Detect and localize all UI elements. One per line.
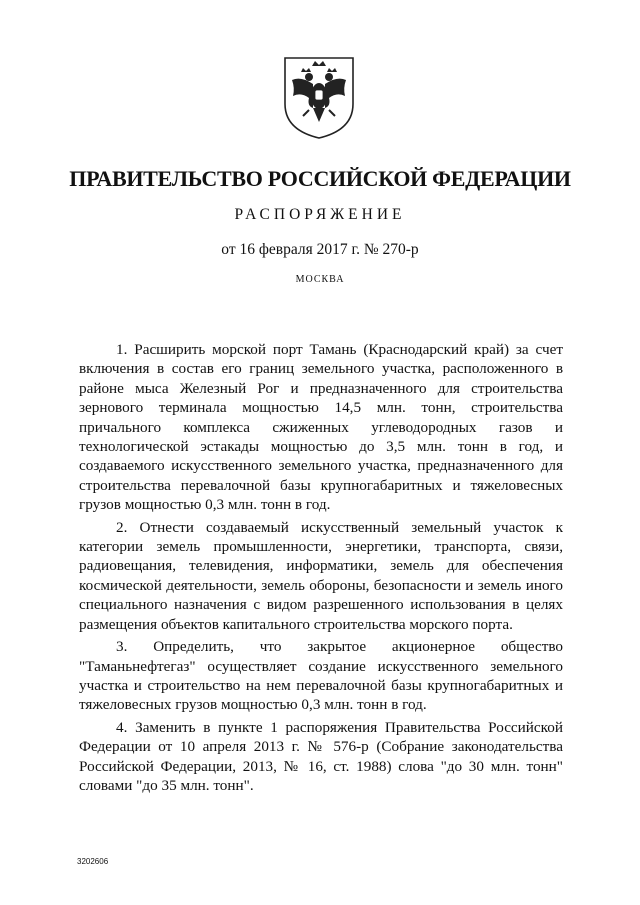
document-type: РАСПОРЯЖЕНИЕ <box>234 206 406 223</box>
date-and-number: от 16 февраля 2017 г. № 270-р <box>221 241 419 258</box>
document-code: 3202606 <box>77 857 109 866</box>
paragraph-2: 2. Отнести создаваемый искусственный земельный участок к категории земель промышленности, энергетики, транспорта, связи, радиовещания, телевидения, информатики, земель для обеспечения космической деятельности, земель обороны, безопасности и земель иного специального назначения с видом разрешенного использования в целях размещения объектов капитального строительства морского порта. <box>79 518 563 633</box>
paragraph-1: 1. Расширить морской порт Тамань (Краснодарский край) за счет включения в состав его границ земельного участка, расположенного в районе мыса Железный Рог и предназначенного для строительства зернового терминала мощностью 14,5 млн. тонн, строительства причального комплекса сжиженных углеводородных газов и технологической эстакады мощностью до 3,5 млн. тонн в год, и создаваемого искусственного земельного участка, предназначенного для строительства перевалочной базы крупногабаритных и тяжеловесных грузов мощностью 0,3 млн. тонн в год. <box>79 341 563 514</box>
paragraph-3: 3. Определить, что закрытое акционерное общество "Таманьнефтегаз" осуществляет создание искусственного земельного участка и строительство на нем перевалочной базы крупногабаритных и тяжеловесных грузов мощностью 0,3 млн. тонн в год. <box>79 638 563 714</box>
city: МОСКВА <box>295 274 345 285</box>
paragraph-4: 4. Заменить в пункте 1 распоряжения Правительства Российской Федерации от 10 апреля 2013 г. № 576-р (Собрание законодательства Российской Федерации, 2013, № 16, ст. 1988) слова "до 30 млн. тонн" словами "до 35 млн. тонн". <box>79 718 563 794</box>
document-body <box>79 340 563 798</box>
org-title: ПРАВИТЕЛЬСТВО РОССИЙСКОЙ ФЕДЕРАЦИИ <box>69 166 571 191</box>
coat-of-arms-icon <box>279 52 359 142</box>
